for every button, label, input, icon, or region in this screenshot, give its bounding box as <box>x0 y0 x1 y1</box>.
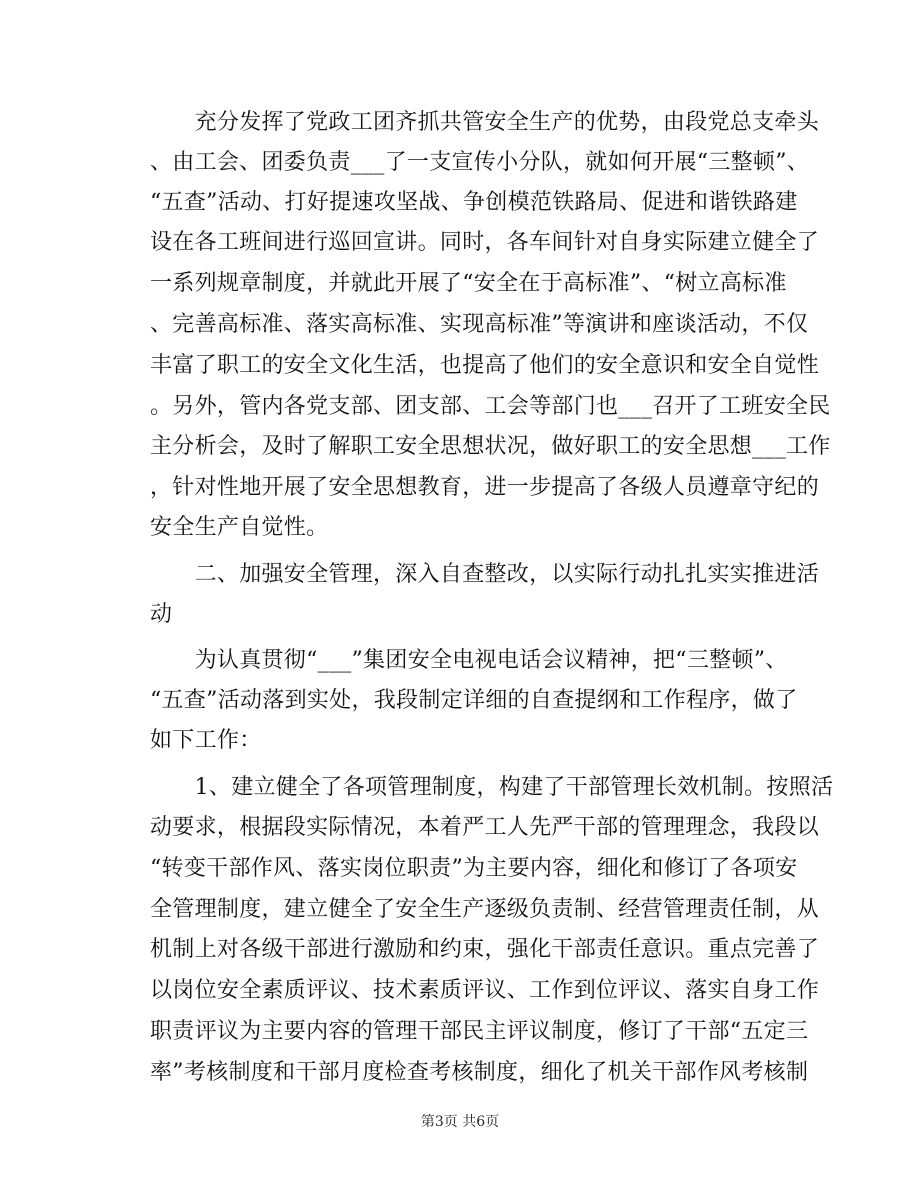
text-line: 全管理制度，建立健全了安全生产逐级负责制、经营管理责任制，从 <box>150 897 820 922</box>
text-line: ，针对性地开展了安全思想教育，进一步提高了各级人员遵章守纪的 <box>150 475 820 500</box>
text-line: 安全生产自觉性。 <box>150 515 329 540</box>
text-line: “五查”活动落到实处，我段制定详细的自查提纲和工作程序，做了 <box>150 688 798 713</box>
text-line: 、完善高标准、落实高标准、实现高标准”等演讲和座谈活动，不仅 <box>150 312 809 337</box>
text-line: 为认真贯彻“___”集团安全电视电话会议精神，把“三整顿”、 <box>150 648 788 673</box>
text-line: “五查”活动、打好提速攻坚战、争创模范铁路局、促进和谐铁路建 <box>150 190 798 215</box>
text-line: 丰富了职工的安全文化生活，也提高了他们的安全意识和安全自觉性 <box>150 353 820 378</box>
text-line: 主分析会，及时了解职工安全思想状况，做好职工的安全思想___工作 <box>150 434 831 459</box>
text-line: 率”考核制度和干部月度检查考核制度，细化了机关干部作风考核制 <box>150 1060 809 1085</box>
text-line: 。另外，管内各党支部、团支部、工会等部门也___召开了工班安全民 <box>150 394 831 419</box>
text-line: 1、建立健全了各项管理制度，构建了干部管理长效机制。按照活 <box>150 775 834 800</box>
text-line: 如下工作： <box>150 728 262 753</box>
text-line: 设在各工班间进行巡回宣讲。同时，各车间针对自身实际建立健全了 <box>150 230 820 255</box>
page-number-footer: 第3页 共6页 <box>420 1114 500 1130</box>
text-line: “转变干部作风、落实岗位职责”为主要内容，细化和修订了各项安 <box>150 856 798 881</box>
text-line: 动要求，根据段实际情况，本着严工人先严干部的管理理念，我段以 <box>150 815 820 840</box>
text-line: 职责评议为主要内容的管理干部民主评议制度，修订了干部“五定三 <box>150 1019 809 1044</box>
text-line: 充分发挥了党政工团齐抓共管安全生产的优势，由段党总支牵头 <box>150 110 820 135</box>
text-line: 以岗位安全素质评议、技术素质评议、工作到位评议、落实自身工作 <box>150 978 820 1003</box>
text-line: 机制上对各级干部进行激励和约束，强化干部责任意识。重点完善了 <box>150 937 820 962</box>
section-heading: 二、加强安全管理，深入自查整改，以实际行动扎扎实实推进活 <box>150 562 820 587</box>
section-heading: 动 <box>150 602 173 627</box>
text-line: 、由工会、团委负责___了一支宣传小分队，就如何开展“三整顿”、 <box>150 150 810 175</box>
text-line: 一系列规章制度，并就此开展了“安全在于高标准”、“树立高标准 <box>150 271 787 296</box>
